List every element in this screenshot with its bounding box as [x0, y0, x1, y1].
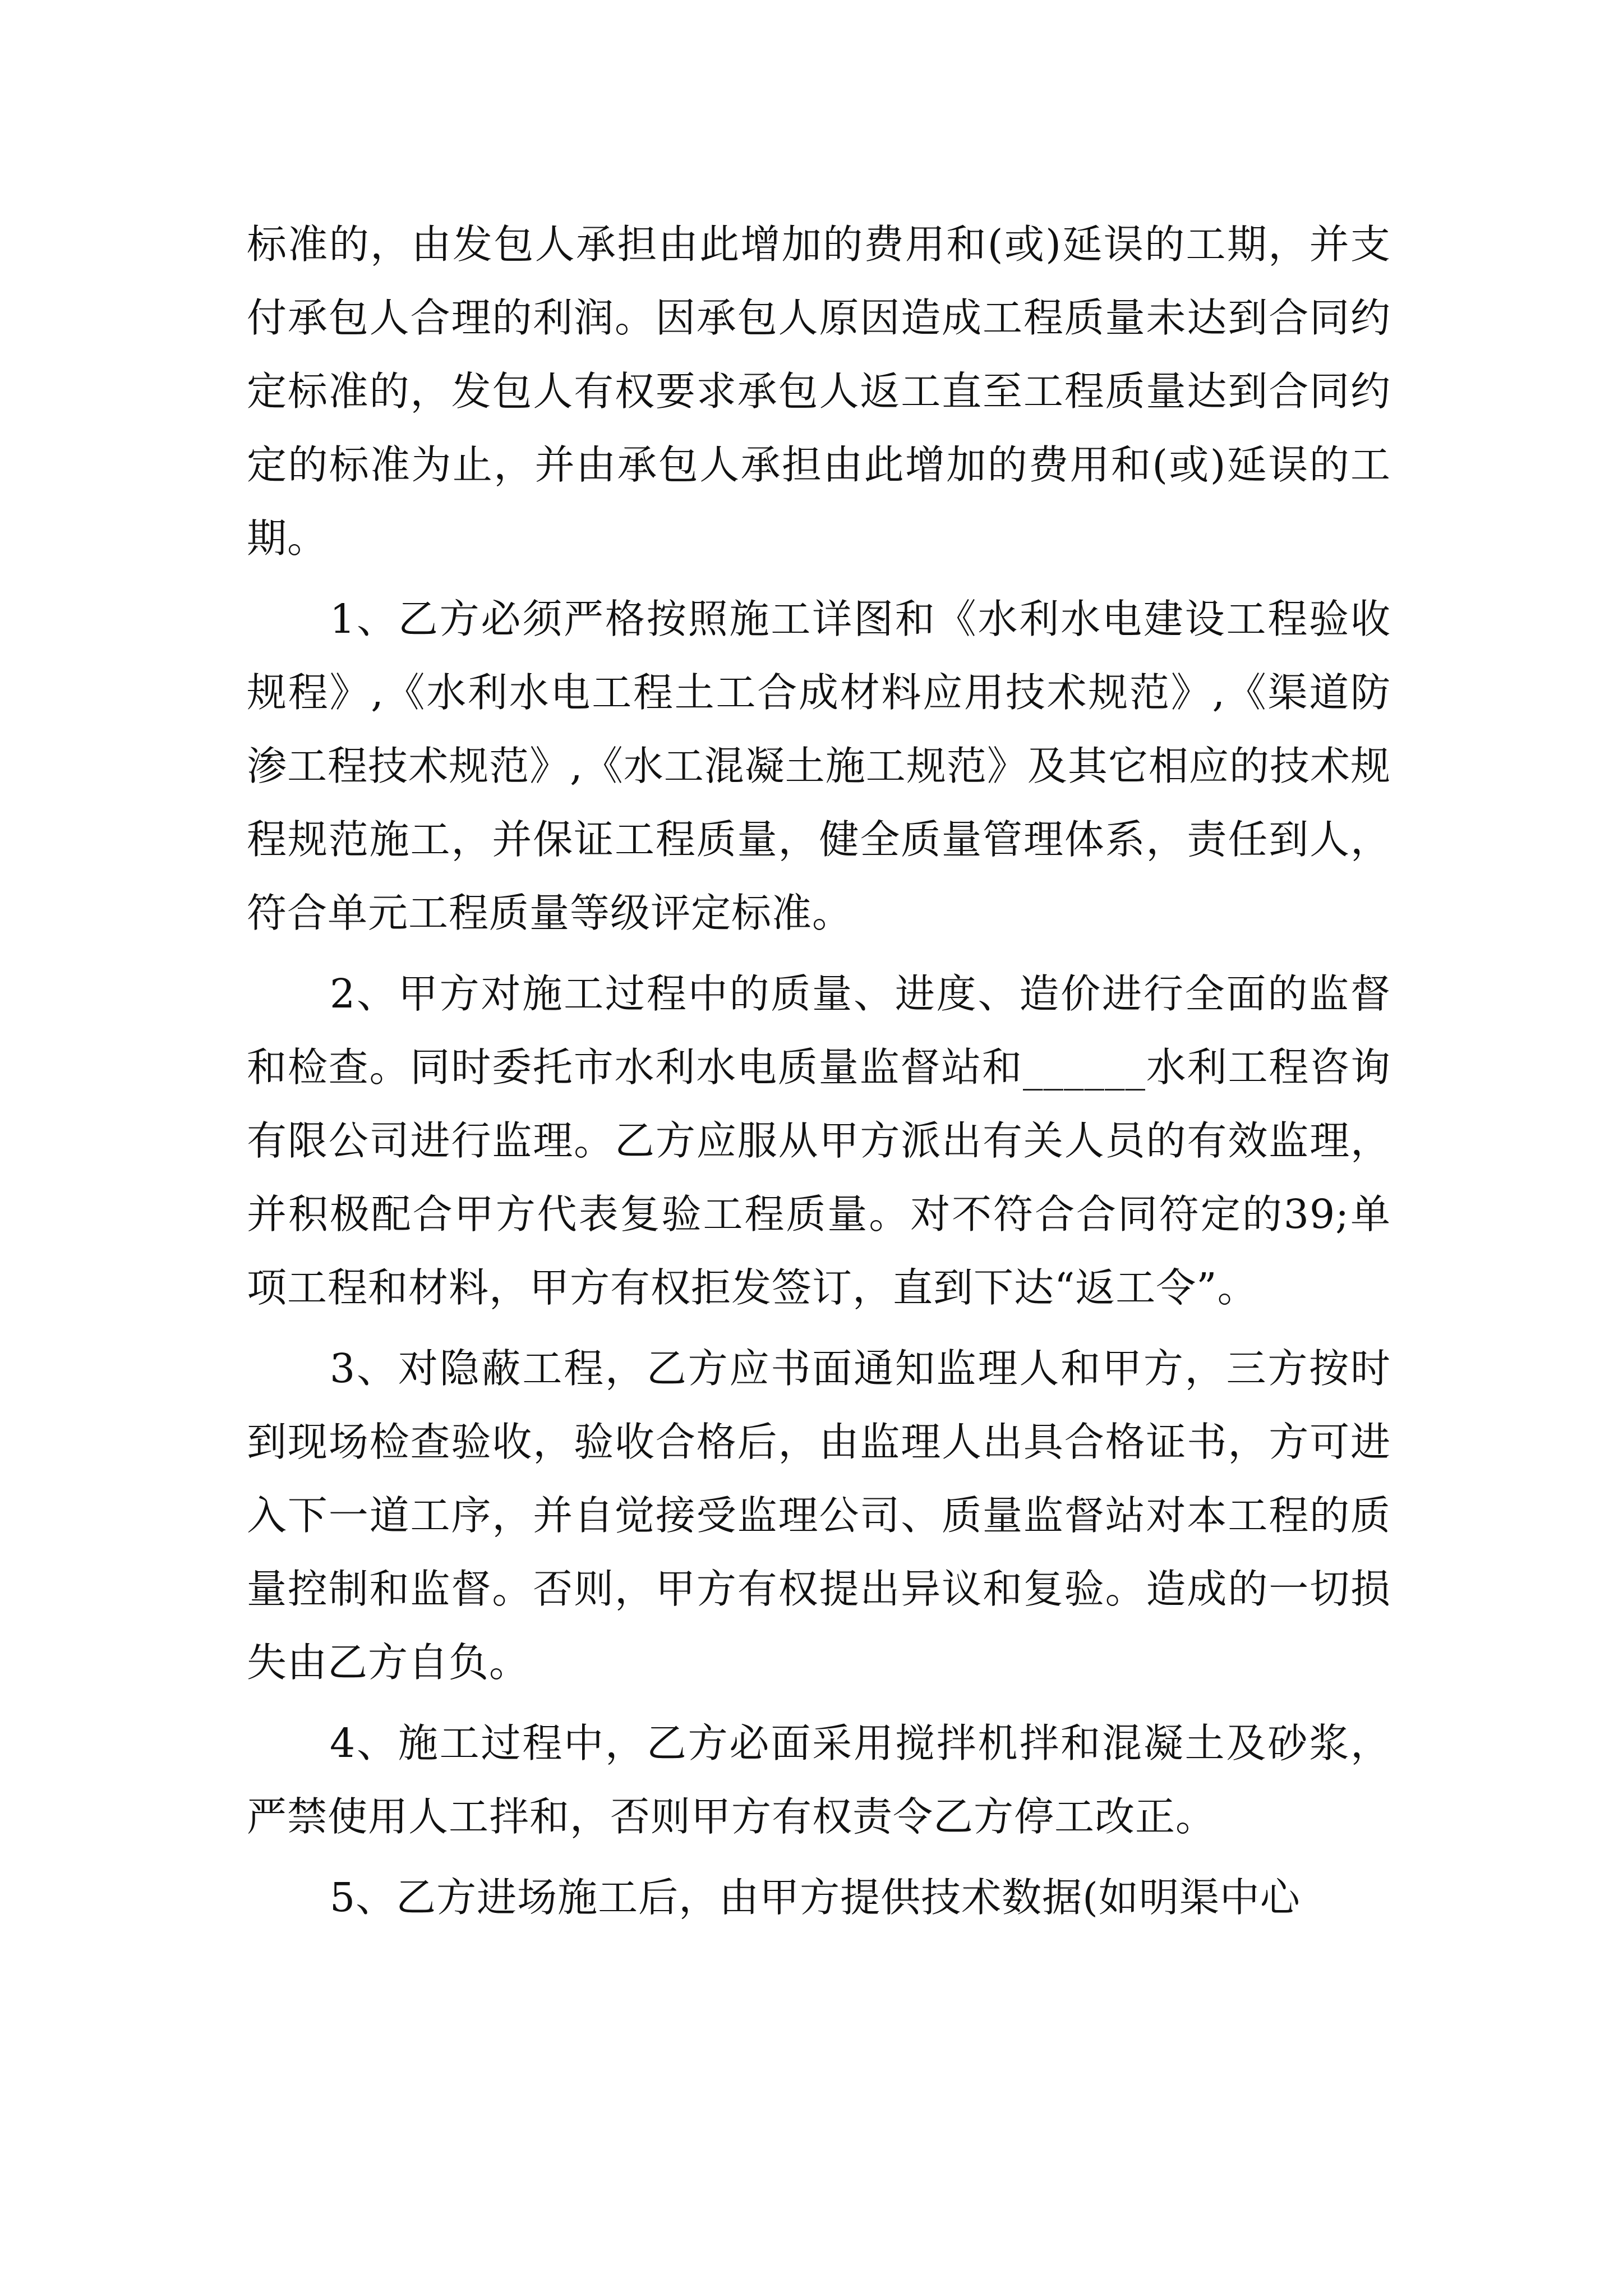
paragraph-continuation: 标准的，由发包人承担由此增加的费用和(或)延误的工期，并支付承包人合理的利润。因承包人原因造成工程质量未达到合同约定标准的，发包人有权要求承包人返工直至工程质量达到合同约定的标准为止，并由承包人承担由此增加的费用和(或)延误的工期。 — [247, 221, 1391, 562]
paragraph-clause-1: 1、乙方必须严格按照施工详图和《水利水电建设工程验收规程》,《水利水电工程土工合成材料应用技术规范》,《渠道防渗工程技术规范》,《水工混凝土施工规范》及其它相应的技术规程规范施工，并保证工程质量，健全质量管理体系，责任到人，符合单元工程质量等级评定标准。 — [247, 596, 1391, 936]
paragraph-clause-2: 2、甲方对施工过程中的质量、进度、造价进行全面的监督和检查。同时委托市水利水电质量监督站和______水利工程咨询有限公司进行监理。乙方应服从甲方派出有关人员的有效监理，并积极配合甲方代表复验工程质量。对不符合合同符定的39;单项工程和材料，甲方有权拒发签订，直到下达“返工令”。 — [247, 970, 1391, 1311]
paragraph-clause-5: 5、乙方进场施工后，由甲方提供技术数据(如明渠中心 — [330, 1874, 1301, 1921]
paragraph-clause-4: 4、施工过程中，乙方必面采用搅拌机拌和混凝土及砂浆，严禁使用人工拌和，否则甲方有权责令乙方停工改正。 — [247, 1720, 1391, 1840]
paragraph-clause-3: 3、对隐蔽工程，乙方应书面通知监理人和甲方，三方按时到现场检查验收，验收合格后，由监理人出具合格证书，方可进入下一道工序，并自觉接受监理公司、质量监督站对本工程的质量控制和监督。否则，甲方有权提出异议和复验。造成的一切损失由乙方自负。 — [247, 1345, 1391, 1686]
document-body — [247, 208, 1391, 1941]
